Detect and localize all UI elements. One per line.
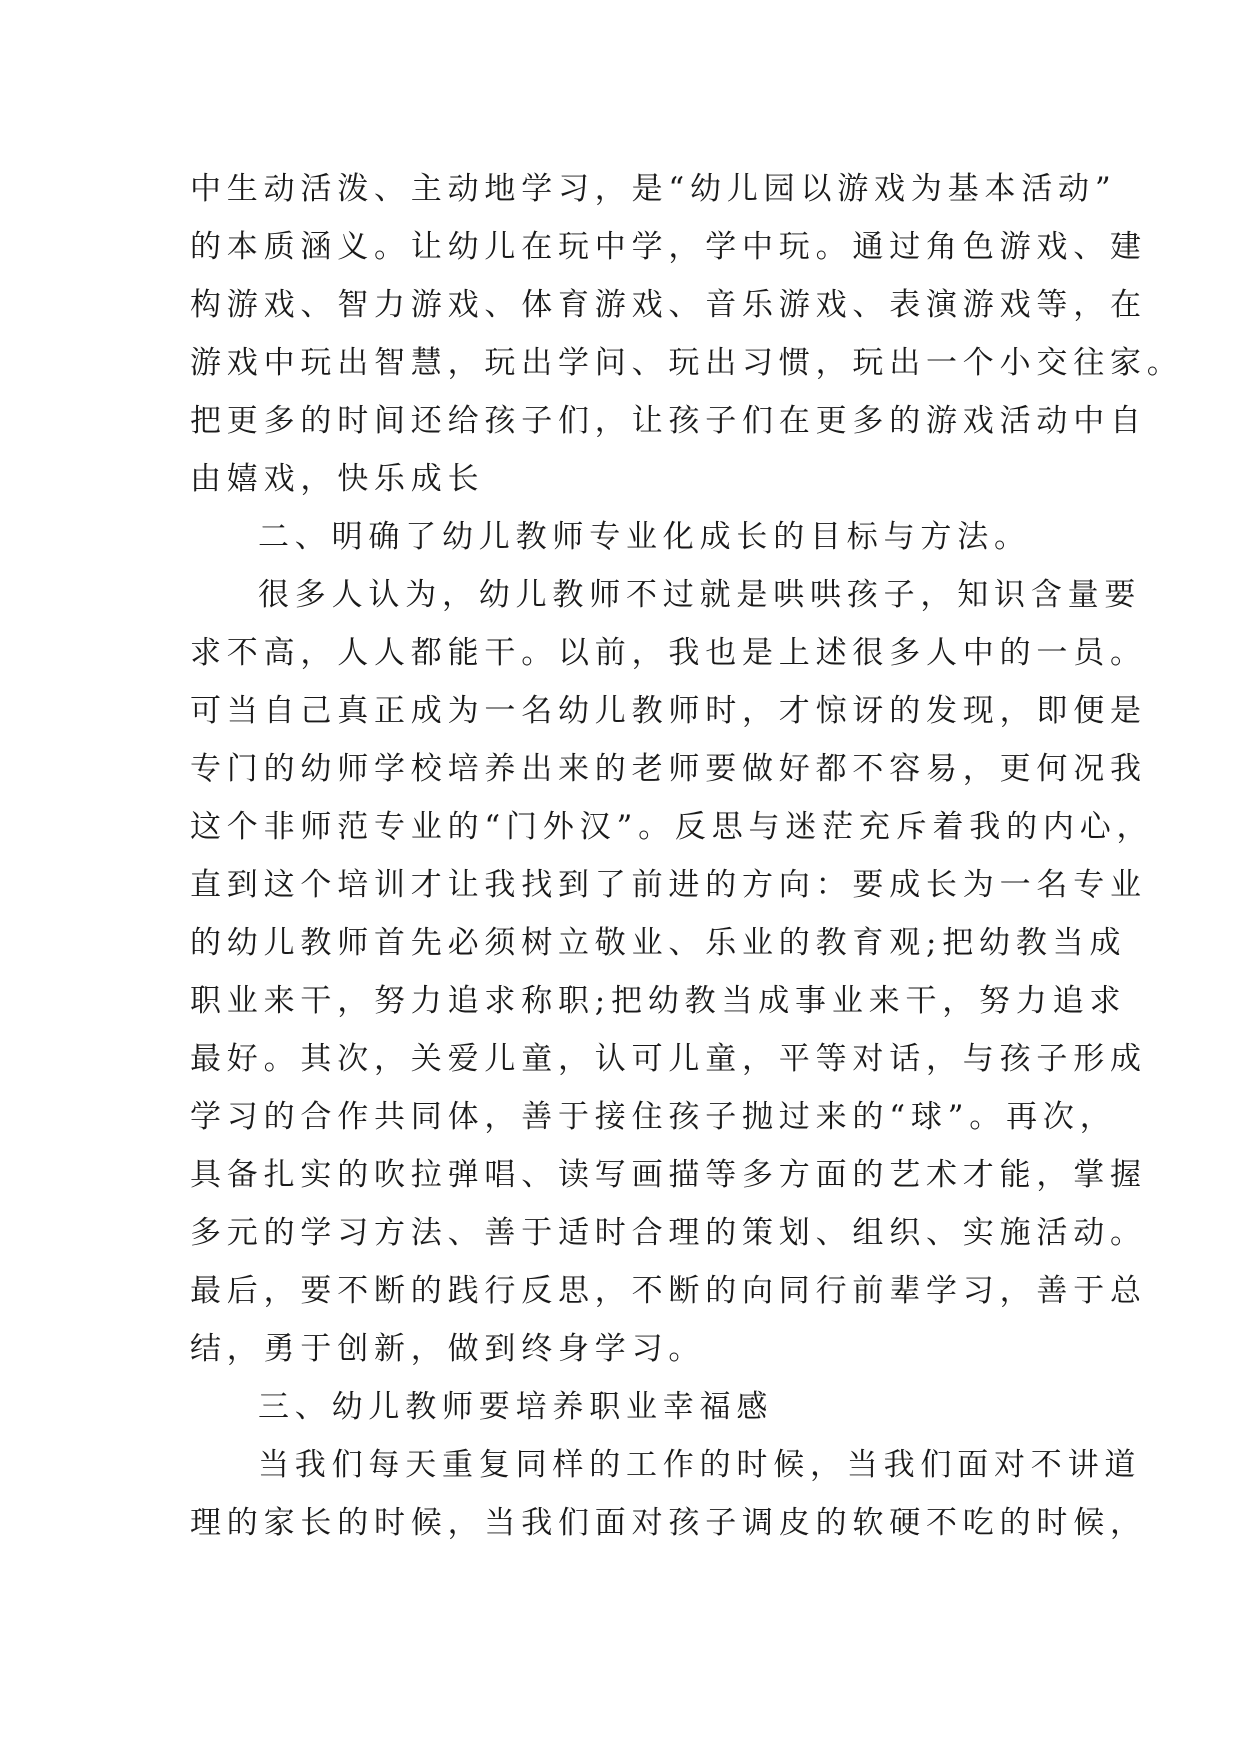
text-line: 学习的合作共同体，善于接住孩子抛过来的“球”。再次， [190, 1099, 1117, 1135]
text-line: 具备扎实的吹拉弹唱、读写画描等多方面的艺术才能，掌握 [190, 1157, 1147, 1193]
text-line: 这个非师范专业的“门外汉”。反思与迷茫充斥着我的内心， [190, 809, 1154, 845]
section-heading: 三、幼儿教师要培养职业幸福感 [258, 1389, 774, 1425]
text-line: 最好。其次，关爱儿童，认可儿童，平等对话，与孩子形成 [190, 1041, 1147, 1077]
text-line: 很多人认为，幼儿教师不过就是哄哄孩子，知识含量要 [258, 577, 1142, 613]
text-line: 多元的学习方法、善于适时合理的策划、组织、实施活动。 [190, 1215, 1147, 1251]
text-line: 由嬉戏，快乐成长 [190, 461, 485, 497]
text-line: 直到这个培训才让我找到了前进的方向：要成长为一名专业 [190, 867, 1147, 903]
text-line: 当我们每天重复同样的工作的时候，当我们面对不讲道 [258, 1447, 1142, 1483]
text-line: 的幼儿教师首先必须树立敬业、乐业的教育观;把幼教当成 [190, 925, 1127, 961]
text-line: 职业来干，努力追求称职;把幼教当成事业来干，努力追求 [190, 983, 1127, 1019]
text-line: 最后，要不断的践行反思，不断的向同行前辈学习，善于总 [190, 1273, 1147, 1309]
text-line: 中生动活泼、主动地学习，是“幼儿园以游戏为基本活动” [190, 171, 1117, 207]
text-line: 理的家长的时候，当我们面对孩子调皮的软硬不吃的时候， [190, 1505, 1147, 1541]
text-line: 游戏中玩出智慧，玩出学问、玩出习惯，玩出一个小交往家。 [190, 345, 1184, 381]
text-line: 专门的幼师学校培养出来的老师要做好都不容易，更何况我 [190, 751, 1147, 787]
text-line: 结，勇于创新，做到终身学习。 [190, 1331, 706, 1367]
text-line: 把更多的时间还给孩子们，让孩子们在更多的游戏活动中自 [190, 403, 1147, 439]
text-line: 的本质涵义。让幼儿在玩中学，学中玩。通过角色游戏、建 [190, 229, 1147, 265]
text-line: 构游戏、智力游戏、体育游戏、音乐游戏、表演游戏等，在 [190, 287, 1147, 323]
section-heading: 二、明确了幼儿教师专业化成长的目标与方法。 [258, 519, 1031, 555]
text-line: 求不高，人人都能干。以前，我也是上述很多人中的一员。 [190, 635, 1147, 671]
text-line: 可当自己真正成为一名幼儿教师时，才惊讶的发现，即便是 [190, 693, 1147, 729]
document-body [190, 160, 1184, 1552]
